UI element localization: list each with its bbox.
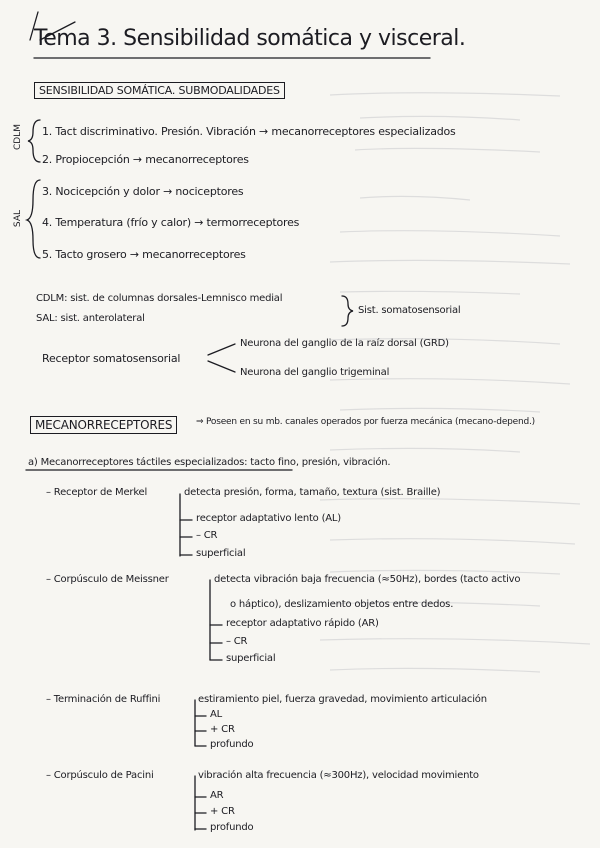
receptor-feature: receptor adaptativo rápido (AR) [226, 618, 379, 629]
receptor-feature: – CR [226, 636, 248, 647]
list-item: 3. Nocicepción y dolor → nociceptores [42, 185, 244, 198]
receptor-feature: estiramiento piel, fuerza gravedad, movimiento articulación [198, 694, 487, 705]
definition-sal: SAL: sist. anterolateral [36, 313, 145, 324]
section-header-somatic: SENSIBILIDAD SOMÁTICA. SUBMODALIDADES [34, 82, 285, 99]
receptor-feature: AL [210, 709, 223, 720]
receptor-feature: AR [210, 790, 224, 801]
receptor-feature: superficial [226, 653, 276, 664]
receptor-feature: superficial [196, 548, 246, 559]
receptor-feature: detecta presión, forma, tamaño, textura (sist. Braille) [184, 487, 441, 498]
margin-label-sal: SAL [13, 210, 23, 228]
section-header-note: ⇒ Poseen en su mb. canales operados por fuerza mecánica (mecano-depend.) [196, 417, 535, 427]
receptor-name: – Corpúsculo de Pacini [46, 770, 154, 781]
page-title: Tema 3. Sensibilidad somática y visceral. [34, 26, 466, 51]
receptor-feature: + CR [210, 806, 235, 817]
receptor-label: Receptor somatosensorial [42, 352, 181, 365]
list-item: 1. Tact discriminativo. Presión. Vibración → mecanorreceptores especializados [42, 125, 456, 138]
subheader: a) Mecanorreceptores táctiles especializados: tacto fino, presión, vibración. [28, 457, 391, 468]
definition-result: Sist. somatosensorial [358, 305, 461, 316]
list-item: 5. Tacto grosero → mecanorreceptores [42, 248, 246, 261]
receptor-feature: – CR [196, 530, 218, 541]
receptor-name: – Receptor de Merkel [46, 487, 148, 498]
definition-cdlm: CDLM: sist. de columnas dorsales-Lemnisco medial [36, 293, 283, 304]
receptor-feature: o háptico), deslizamiento objetos entre dedos. [230, 599, 454, 610]
receptor-feature: detecta vibración baja frecuencia (≈50Hz), bordes (tacto activo [214, 574, 521, 585]
list-item: 2. Propiocepción → mecanorreceptores [42, 153, 249, 166]
list-item: 4. Temperatura (frío y calor) → termorreceptores [42, 216, 300, 229]
receptor-branch: Neurona del ganglio trigeminal [240, 367, 390, 378]
receptor-name: – Corpúsculo de Meissner [46, 574, 169, 585]
receptor-feature: profundo [210, 822, 254, 833]
receptor-feature: profundo [210, 739, 254, 750]
receptor-feature: receptor adaptativo lento (AL) [196, 513, 341, 524]
receptor-feature: vibración alta frecuencia (≈300Hz), velocidad movimiento [198, 770, 479, 781]
section-header-mechanoreceptors: MECANORRECEPTORES [30, 416, 177, 434]
margin-label-cdlm: CDLM [13, 124, 23, 150]
receptor-branch: Neurona del ganglio de la raíz dorsal (GRD) [240, 338, 449, 349]
receptor-name: – Terminación de Ruffini [46, 694, 161, 705]
receptor-feature: + CR [210, 724, 235, 735]
